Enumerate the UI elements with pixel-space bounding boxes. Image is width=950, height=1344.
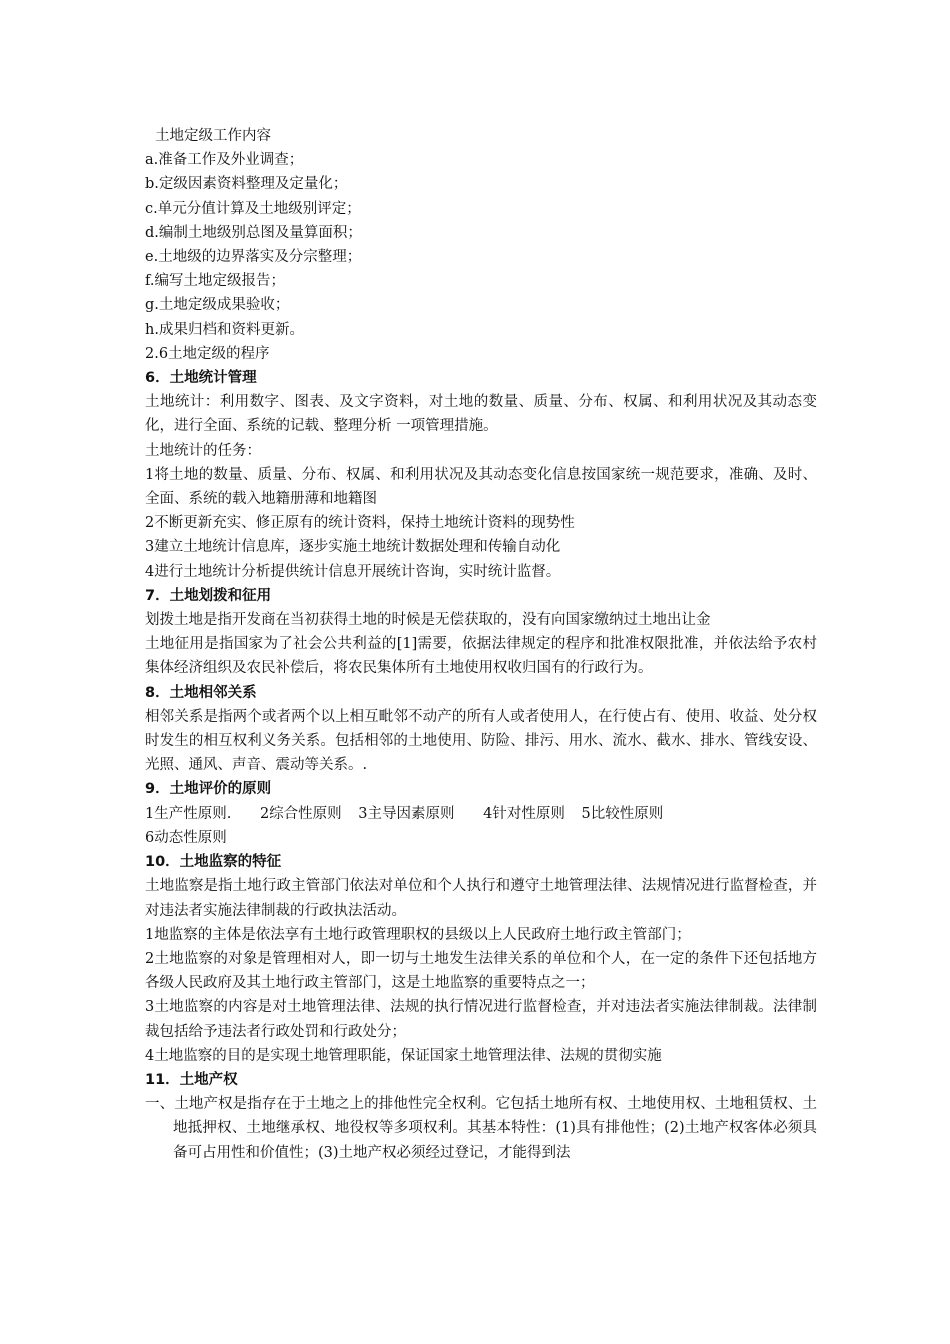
principles-row — [145, 802, 817, 826]
list-item: 2土地监察的对象是管理相对人，即一切与土地发生法律关系的单位和个人，在一定的条件下还包括地方各级人民政府及其土地行政主管部门，这是土地监察的重要特点之一； — [145, 950, 817, 992]
list-item: d.编制土地级别总图及量算面积； — [145, 224, 362, 241]
document-page — [145, 124, 817, 1165]
list-item: c.单元分值计算及土地级别评定； — [145, 200, 361, 217]
list-item: h.成果归档和资料更新。 — [145, 321, 304, 338]
list-item: 3建立土地统计信息库，逐步实施土地统计数据处理和传输自动化 — [145, 539, 561, 556]
heading-land-statistics: 6．土地统计管理 — [145, 370, 257, 387]
heading-evaluation-principles: 9．土地评价的原则 — [145, 781, 272, 798]
principle-item: 3主导因素原则 — [358, 805, 455, 822]
list-item: 2不断更新充实、修正原有的统计资料，保持土地统计资料的现势性 — [145, 515, 575, 532]
paragraph: 相邻关系是指两个或者两个以上相互毗邻不动产的所有人或者使用人，在行使占有、使用、收益、处分权时发生的相互权利义务关系。包括相邻的土地使用、防险、排污、用水、流水、截水、排水、管线安设、光照、通风、声音、震动等关系。. — [145, 708, 817, 774]
list-item: b.定级因素资料整理及定量化； — [145, 176, 348, 193]
list-item: 3土地监察的内容是对土地管理法律、法规的执行情况进行监督检查，并对违法者实施法律制裁。法律制裁包括给予违法者行政处罚和行政处分； — [145, 999, 817, 1040]
list-item: 1将土地的数量、质量、分布、权属、和利用状况及其动态变化信息按国家统一规范要求，准确、及时、全面、系统的载入地籍册薄和地籍图 — [145, 466, 817, 508]
list-item: 4进行土地统计分析提供统计信息开展统计咨询，实时统计监督。 — [145, 563, 561, 580]
principle-item: 5比较性原则 — [581, 805, 664, 822]
list-item: f.编写土地定级报告； — [145, 273, 285, 290]
heading-land-allocation: 7．土地划拨和征用 — [145, 587, 272, 604]
list-item: 4土地监察的目的是实现土地管理职能，保证国家土地管理法律、法规的贯彻实施 — [145, 1047, 662, 1064]
list-item: e.土地级的边界落实及分宗整理； — [145, 249, 362, 266]
paragraph: 一、土地产权是指存在于土地之上的排他性完全权利。它包括土地所有权、土地使用权、土地租赁权、土地抵押权、土地继承权、地役权等多项权利。其基本特性：(1)具有排他性；(2)土地产权客体必须具备可占用性和价值性；(3)土地产权必须经过登记，才能得到法 — [145, 1096, 817, 1161]
principle-item: 6动态性原则 — [145, 829, 227, 846]
paragraph: 土地监察是指土地行政主管部门依法对单位和个人执行和遵守土地管理法律、法规情况进行监督检查，并对违法者实施法律制裁的行政执法活动。 — [145, 878, 817, 919]
paragraph: 土地征用是指国家为了社会公共利益的[1]需要，依据法律规定的程序和批准权限批准，并依法给予农村集体经济组织及农民补偿后，将农民集体所有土地使用权收归国有的行政行为。 — [145, 636, 817, 677]
paragraph: 划拨土地是指开发商在当初获得土地的时候是无偿获取的，没有向国家缴纳过土地出让金 — [145, 612, 711, 629]
heading-land-supervision: 10．土地监察的特征 — [145, 854, 282, 871]
principle-item: 4针对性原则 — [483, 805, 565, 822]
grading-program-line: 2.6土地定级的程序 — [145, 345, 270, 362]
heading-adjacent-relations: 8．土地相邻关系 — [145, 684, 257, 701]
principle-item: 1生产性原则. — [145, 805, 232, 822]
paragraph: 土地统计：利用数字、图表、及文字资料，对土地的数量、质量、分布、权属、和利用状况及其动态变化，进行全面、系统的记载、整理分析 一项管理措施。 — [145, 394, 817, 435]
list-item: 1地监察的主体是依法享有土地行政管理职权的县级以上人民政府土地行政主管部门； — [145, 926, 691, 943]
list-item: g.土地定级成果验收； — [145, 297, 290, 314]
heading-land-property-rights: 11．土地产权 — [145, 1071, 238, 1088]
section-title-grading-content: 土地定级工作内容 — [155, 128, 271, 144]
principle-item: 2综合性原则 — [259, 805, 342, 822]
statistics-task-title: 土地统计的任务： — [145, 442, 261, 459]
list-item: a.准备工作及外业调查； — [145, 152, 304, 169]
